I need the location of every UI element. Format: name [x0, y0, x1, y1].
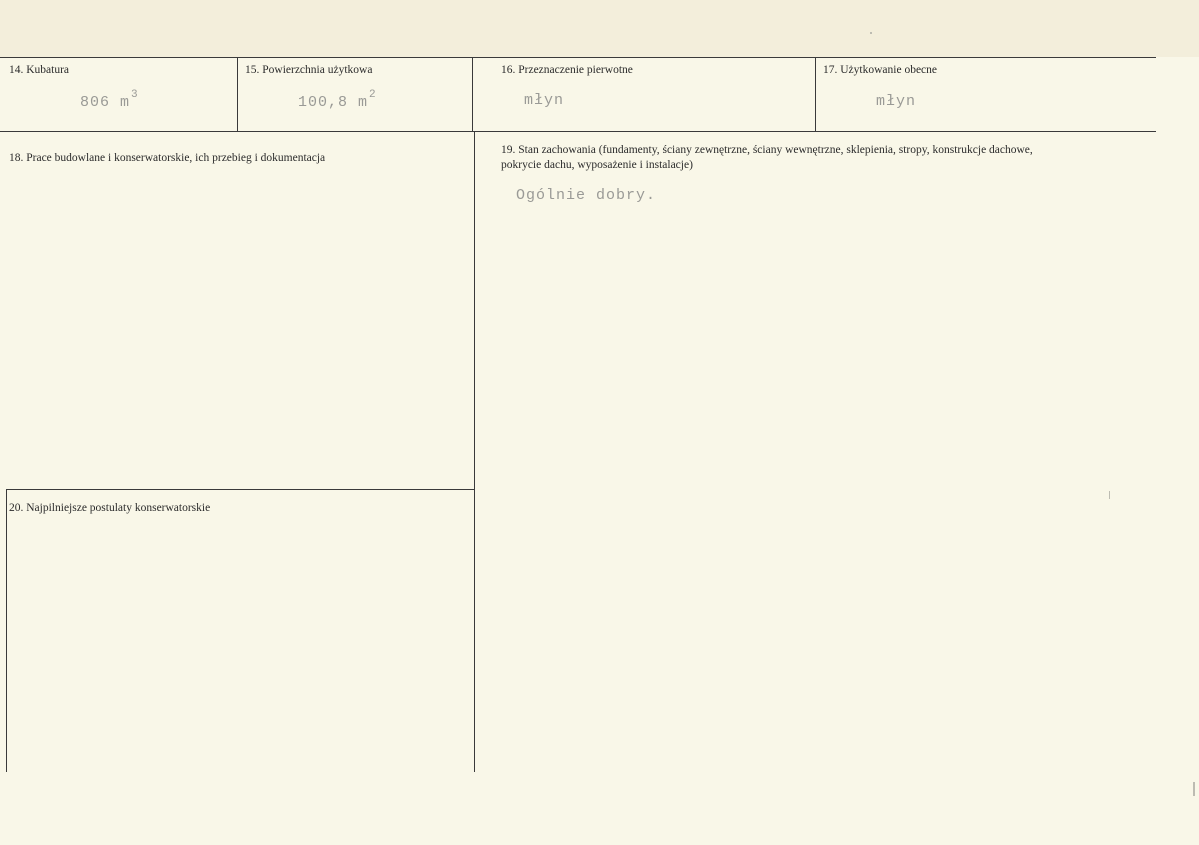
divider-left-split: [6, 489, 474, 490]
divider-col2: [472, 57, 473, 131]
divider-col3: [815, 57, 816, 131]
field-14-number: 806 m: [80, 94, 131, 111]
field-15-unit-exponent: 2: [369, 89, 377, 101]
field-16-value: młyn: [524, 92, 565, 109]
field-14-label: 14. Kubatura: [9, 64, 70, 76]
field-17-value: młyn: [876, 93, 917, 110]
card-top-margin: [0, 0, 1199, 57]
scan-speck: [1109, 491, 1110, 499]
divider-left-edge: [6, 489, 7, 772]
scan-speck: [870, 32, 872, 34]
field-15-number: 100,8 m: [298, 94, 369, 111]
field-16-label: 16. Przeznaczenie pierwotne: [501, 64, 633, 76]
divider-top: [0, 57, 1156, 58]
field-18-label: 18. Prace budowlane i konserwatorskie, ich przebieg i dokumentacja: [9, 152, 326, 164]
divider-main: [474, 131, 475, 772]
divider-row1: [0, 131, 1156, 132]
field-15-value: [298, 89, 377, 111]
field-19-label: 19. Stan zachowania (fundamenty, ściany zewnętrzne, ściany wewnętrzne, sklepienia, stropy, konstrukcje dachowe, pokrycie dachu, wyposażenie i instalacje): [501, 144, 1033, 171]
field-19-value: Ogólnie dobry.: [516, 187, 657, 204]
scan-speck: [1193, 782, 1195, 796]
divider-col1: [237, 57, 238, 131]
field-20-label: 20. Najpilniejsze postulaty konserwatorskie: [9, 502, 211, 514]
field-15-label: 15. Powierzchnia użytkowa: [245, 64, 373, 76]
field-14-unit-exponent: 3: [131, 89, 139, 101]
field-14-value: [80, 89, 139, 111]
field-17-label: 17. Użytkowanie obecne: [823, 64, 938, 76]
